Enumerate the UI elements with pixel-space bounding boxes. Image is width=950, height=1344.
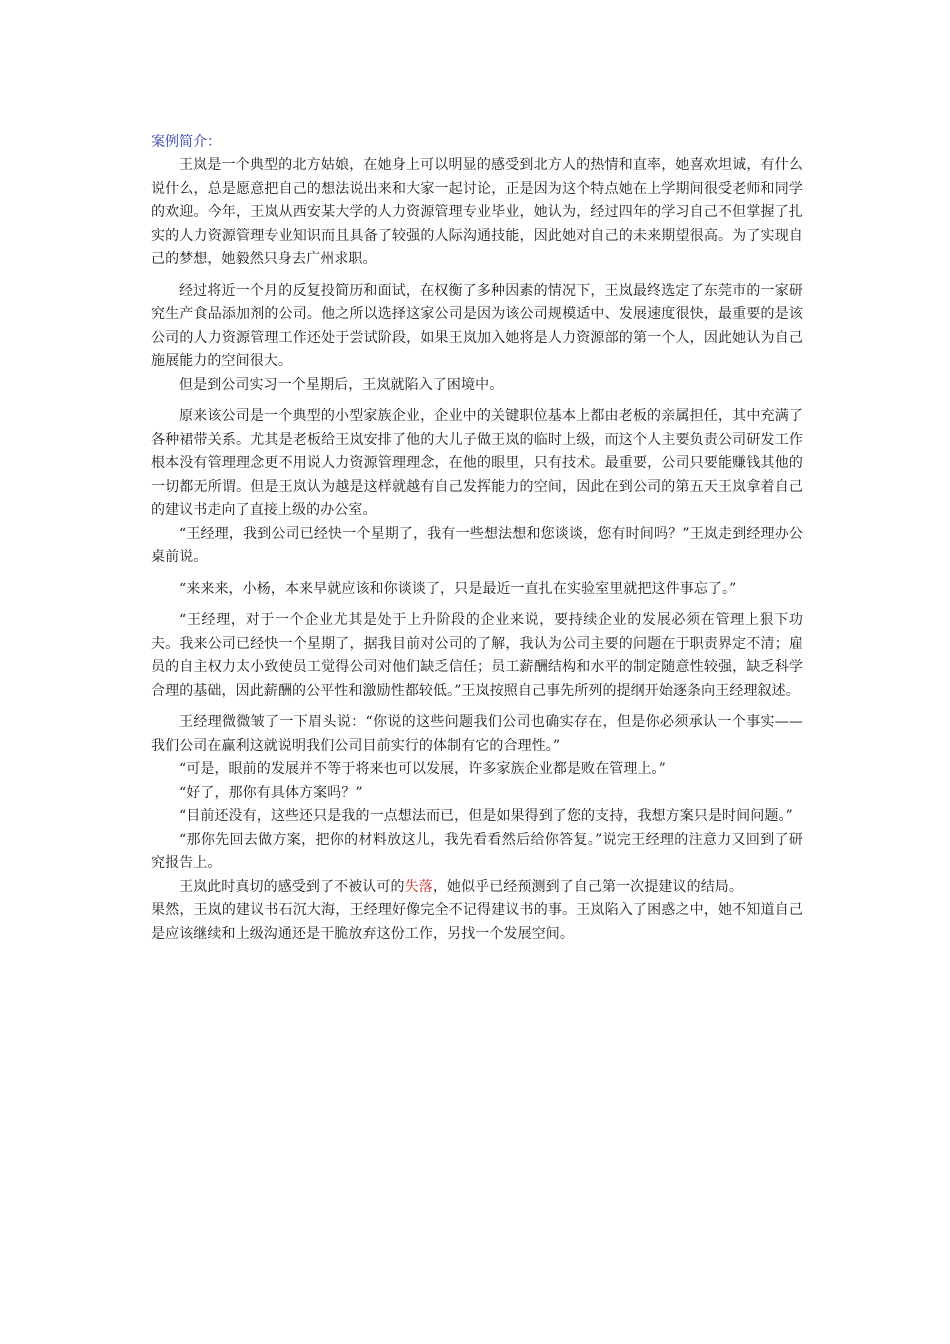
- paragraph-dialogue-4: 王经理微微皱了一下眉头说：“你说的这些问题我们公司也确实存在，但是你必须承认一个事实——我们公司在赢利这就说明我们公司目前实行的体制有它的合理性。”: [151, 714, 803, 754]
- case-heading: 案例简介：: [151, 134, 221, 150]
- paragraph-dialogue-7: “目前还没有，这些还只是我的一点想法而已，但是如果得到了您的支持，我想方案只是时间问题。”: [179, 808, 793, 824]
- paragraph-dialogue-2: “来来来，小杨，本来早就应该和你谈谈了，只是最近一直扎在实验室里就把这件事忘了。”: [179, 580, 737, 597]
- paragraph-job-choice: 经过将近一个月的反复投简历和面试，在权衡了多种因素的情况下，王岚最终选定了东莞市的一家研究生产食品添加剂的公司。他之所以选择这家公司是因为该公司规模适中、发展速度很快，最重要的是该公司的人力资源管理工作还处于尝试阶段，如果王岚加入她将是人力资源部的第一个人，因此她认为自己施展能力的空间很大。: [151, 282, 803, 369]
- paragraph-dialogue-1: “王经理，我到公司已经快一个星期了，我有一些想法想和您谈谈，您有时间吗？”王岚走到经理办公桌前说。: [151, 525, 803, 565]
- paragraph-dialogue-6: “好了，那你有具体方案吗？”: [179, 784, 363, 801]
- document-page: [151, 130, 803, 946]
- paragraph-feeling: [151, 876, 803, 900]
- paragraph-family-business: 原来该公司是一个典型的小型家族企业，企业中的关键职位基本上都由老板的亲属担任，其中充满了各种裙带关系。尤其是老板给王岚安排了他的大儿子做王岚的临时上级，而这个人主要负责公司研发工作根本没有管理理念更不用说人力资源管理理念，在他的眼里，只有技术。最重要，公司只要能赚钱其他的一切都无所谓。但是王岚认为越是这样就越有自己发挥能力的空间，因此在到公司的第五天王岚拿着自己的建议书走向了直接上级的办公室。: [151, 408, 803, 518]
- feeling-text-after: ，她似乎已经预测到了自己第一次提建议的结局。: [432, 878, 744, 895]
- paragraph-dialogue-8: “那你先回去做方案，把你的材料放这儿，我先看看然后给你答复。”说完王经理的注意力又回到了研究报告上。: [151, 831, 803, 871]
- paragraph-intro: 王岚是一个典型的北方姑娘，在她身上可以明显的感受到北方人的热情和直率，她喜欢坦诚，有什么说什么，总是愿意把自己的想法说出来和大家一起讨论，正是因为这个特点她在上学期间很受老师和同学的欢迎。今年，王岚从西安某大学的人力资源管理专业毕业，她认为，经过四年的学习自己不但掌握了扎实的人力资源管理专业知识而且具备了较强的人际沟通技能，因此她对自己的未来期望很高。为了实现自己的梦想，她毅然只身去广州求职。: [151, 157, 803, 267]
- paragraph-dialogue-5: “可是，眼前的发展并不等于将来也可以发展，许多家族企业都是败在管理上。”: [179, 761, 666, 777]
- paragraph-dialogue-3: “王经理，对于一个企业尤其是处于上升阶段的企业来说，要持续企业的发展必须在管理上狠下功夫。我来公司已经快一个星期了，据我目前对公司的了解，我认为公司主要的问题在于职责界定不清；雇员的自主权力太小致使员工觉得公司对他们缺乏信任；员工薪酬结构和水平的制定随意性较强，缺乏科学合理的基础，因此薪酬的公平性和激励性都较低。”王岚按照自己事先所列的提纲开始逐条向王经理叙述。: [151, 612, 803, 699]
- paragraph-dilemma: 但是到公司实习一个星期后，王岚就陷入了困境中。: [179, 376, 504, 393]
- paragraph-conclusion: 果然，王岚的建议书石沉大海，王经理好像完全不记得建议书的事。王岚陷入了困惑之中，她不知道自己是应该继续和上级沟通还是干脆放弃这份工作，另找一个发展空间。: [151, 902, 803, 942]
- feeling-text-before: 王岚此时真切的感受到了不被认可的: [179, 878, 405, 895]
- highlighted-word: 失落: [404, 878, 433, 895]
